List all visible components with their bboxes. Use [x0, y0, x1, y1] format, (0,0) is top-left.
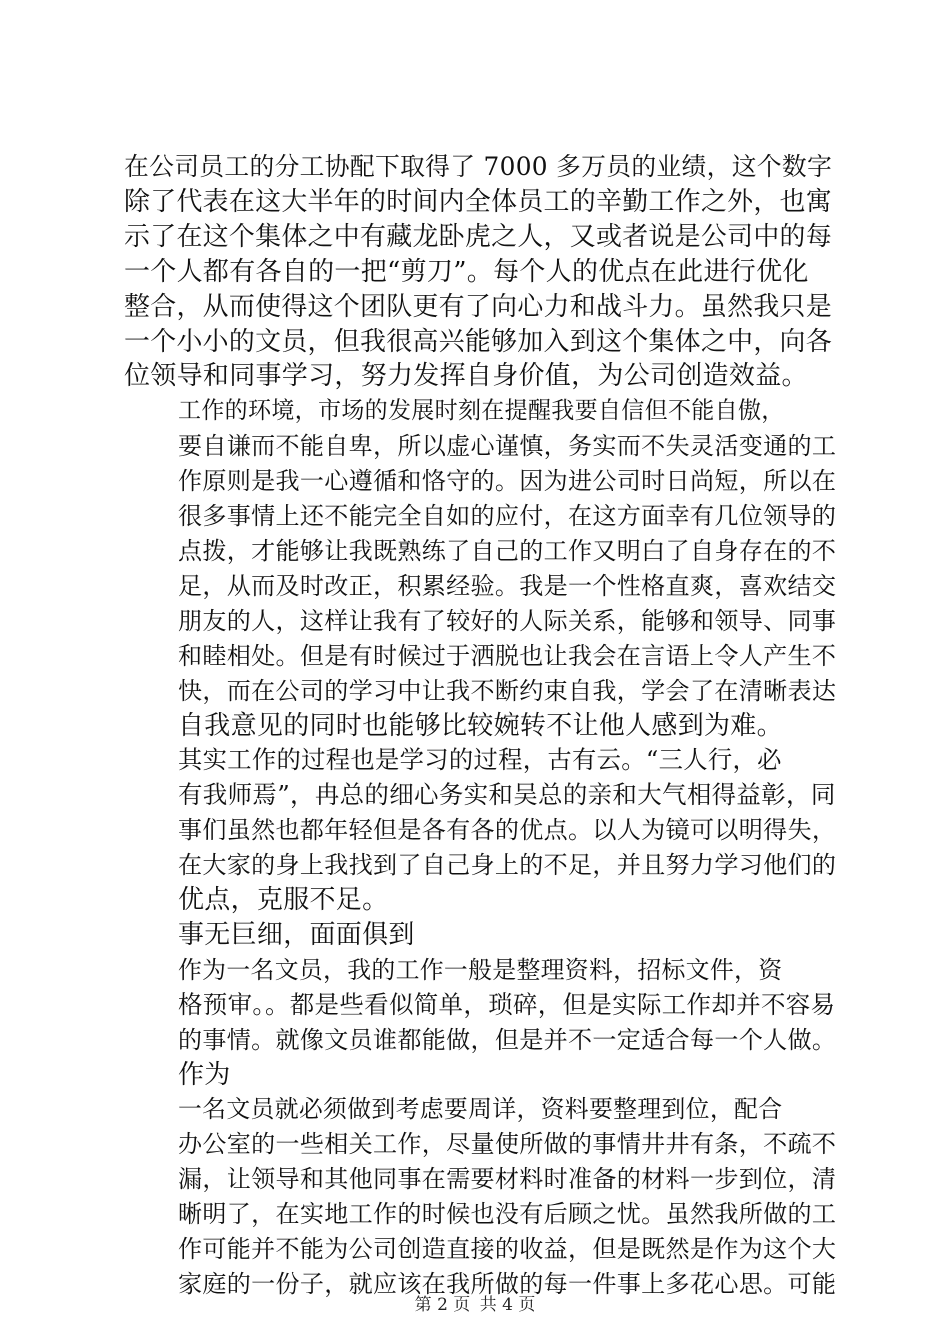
paragraph-line: 示了在这个集体之中有藏龙卧虎之人，又或者说是公司中的每: [124, 221, 832, 252]
paragraph-line: 格预审。。都是些看似简单，琐碎，但是实际工作却并不容易: [178, 989, 836, 1019]
paragraph-line: 其实工作的过程也是学习的过程，古有云。“三人行，必: [178, 745, 782, 775]
paragraph-line: 自我意见的同时也能够比较婉转不让他人感到为难。: [178, 710, 783, 741]
paragraph-line: 一名文员就必须做到考虑要周详，资料要整理到位，配合: [178, 1095, 783, 1124]
paragraph-line: 要自谦而不能自卑，所以虚心谨慎，务实而不失灵活变通的工: [178, 432, 837, 461]
paragraph-line: 家庭的一份子，就应该在我所做的每一件事上多花心思。可能: [178, 1270, 837, 1298]
page-number: 第 2 页: [414, 1295, 471, 1315]
paragraph: [124, 918, 832, 953]
paragraph: [124, 1092, 837, 1301]
paragraph-line: 的事情。就像文员谁都能做，但是并不一定适合每一个人做。: [178, 1025, 837, 1054]
paragraph: [124, 743, 837, 918]
paragraph-line: 有我师焉”，冉总的细心务实和吴总的亲和大气相得益彰，同: [178, 780, 836, 810]
paragraph-line: 位领导和同事学习，努力发挥自身价值，为公司创造效益。: [124, 361, 808, 392]
paragraph: [124, 150, 832, 394]
paragraph-line: 点拨，才能够让我既熟练了自己的工作又明白了自身存在的不: [178, 536, 837, 565]
paragraph: [124, 394, 837, 743]
paragraph-line: 一个人都有各自的一把“剪刀”。每个人的优点在此进行优化: [124, 256, 809, 287]
paragraph-line: 作原则是我一心遵循和恪守的。因为进公司时日尚短，所以在: [178, 467, 837, 496]
paragraph-line: 漏，让领导和其他同事在需要材料时准备的材料一步到位，清: [178, 1165, 837, 1194]
paragraph-line: 在公司员工的分工协配下取得了 7000 多万员的业绩，这个数字: [124, 152, 833, 181]
paragraph-line: 整合，从而使得这个团队更有了向心力和战斗力。虽然我只是: [124, 291, 832, 322]
paragraph-line: 足，从而及时改正，积累经验。我是一个性格直爽，喜欢结交: [178, 571, 837, 600]
paragraph-line: 作为: [178, 1059, 231, 1090]
paragraph-line: 作为一名文员，我的工作一般是整理资料，招标文件，资: [178, 955, 783, 984]
paragraph-line: 除了代表在这大半年的时间内全体员工的辛勤工作之外，也寓: [124, 186, 832, 217]
paragraph-line: 事们虽然也都年轻但是各有各的优点。以人为镜可以明得失，: [178, 816, 837, 845]
paragraph-line: 在大家的身上我找到了自己身上的不足，并且努力学习他们的: [178, 851, 837, 880]
paragraph-line: 事无巨细，面面俱到: [178, 919, 415, 950]
page-footer: [0, 1294, 950, 1316]
paragraph-line: 朋友的人，这样让我有了较好的人际关系，能够和领导、同事: [178, 606, 837, 635]
paragraph-line: 作可能并不能为公司创造直接的收益，但是既然是作为这个大: [178, 1235, 837, 1264]
page-total: 共 4 页: [479, 1295, 536, 1315]
document-body: [124, 150, 837, 1302]
paragraph-line: 办公室的一些相关工作，尽量使所做的事情井井有条，不疏不: [178, 1130, 837, 1159]
paragraph-line: 很多事情上还不能完全自如的应付，在这方面幸有几位领导的: [178, 502, 837, 531]
paragraph: [124, 953, 837, 1093]
paragraph-line: 一个小小的文员，但我很高兴能够加入到这个集体之中，向各: [124, 326, 832, 357]
paragraph-line: 晰明了，在实地工作的时候也没有后顾之忧。虽然我所做的工: [178, 1200, 837, 1229]
paragraph-line: 快，而在公司的学习中让我不断约束自我，学会了在清晰表达: [178, 676, 837, 705]
paragraph-line: 工作的环境，市场的发展时刻在提醒我要自信但不能自傲，: [178, 398, 785, 425]
paragraph-line: 优点，克服不足。: [178, 885, 389, 916]
paragraph-line: 和睦相处。但是有时候过于洒脱也让我会在言语上令人产生不: [178, 641, 837, 670]
